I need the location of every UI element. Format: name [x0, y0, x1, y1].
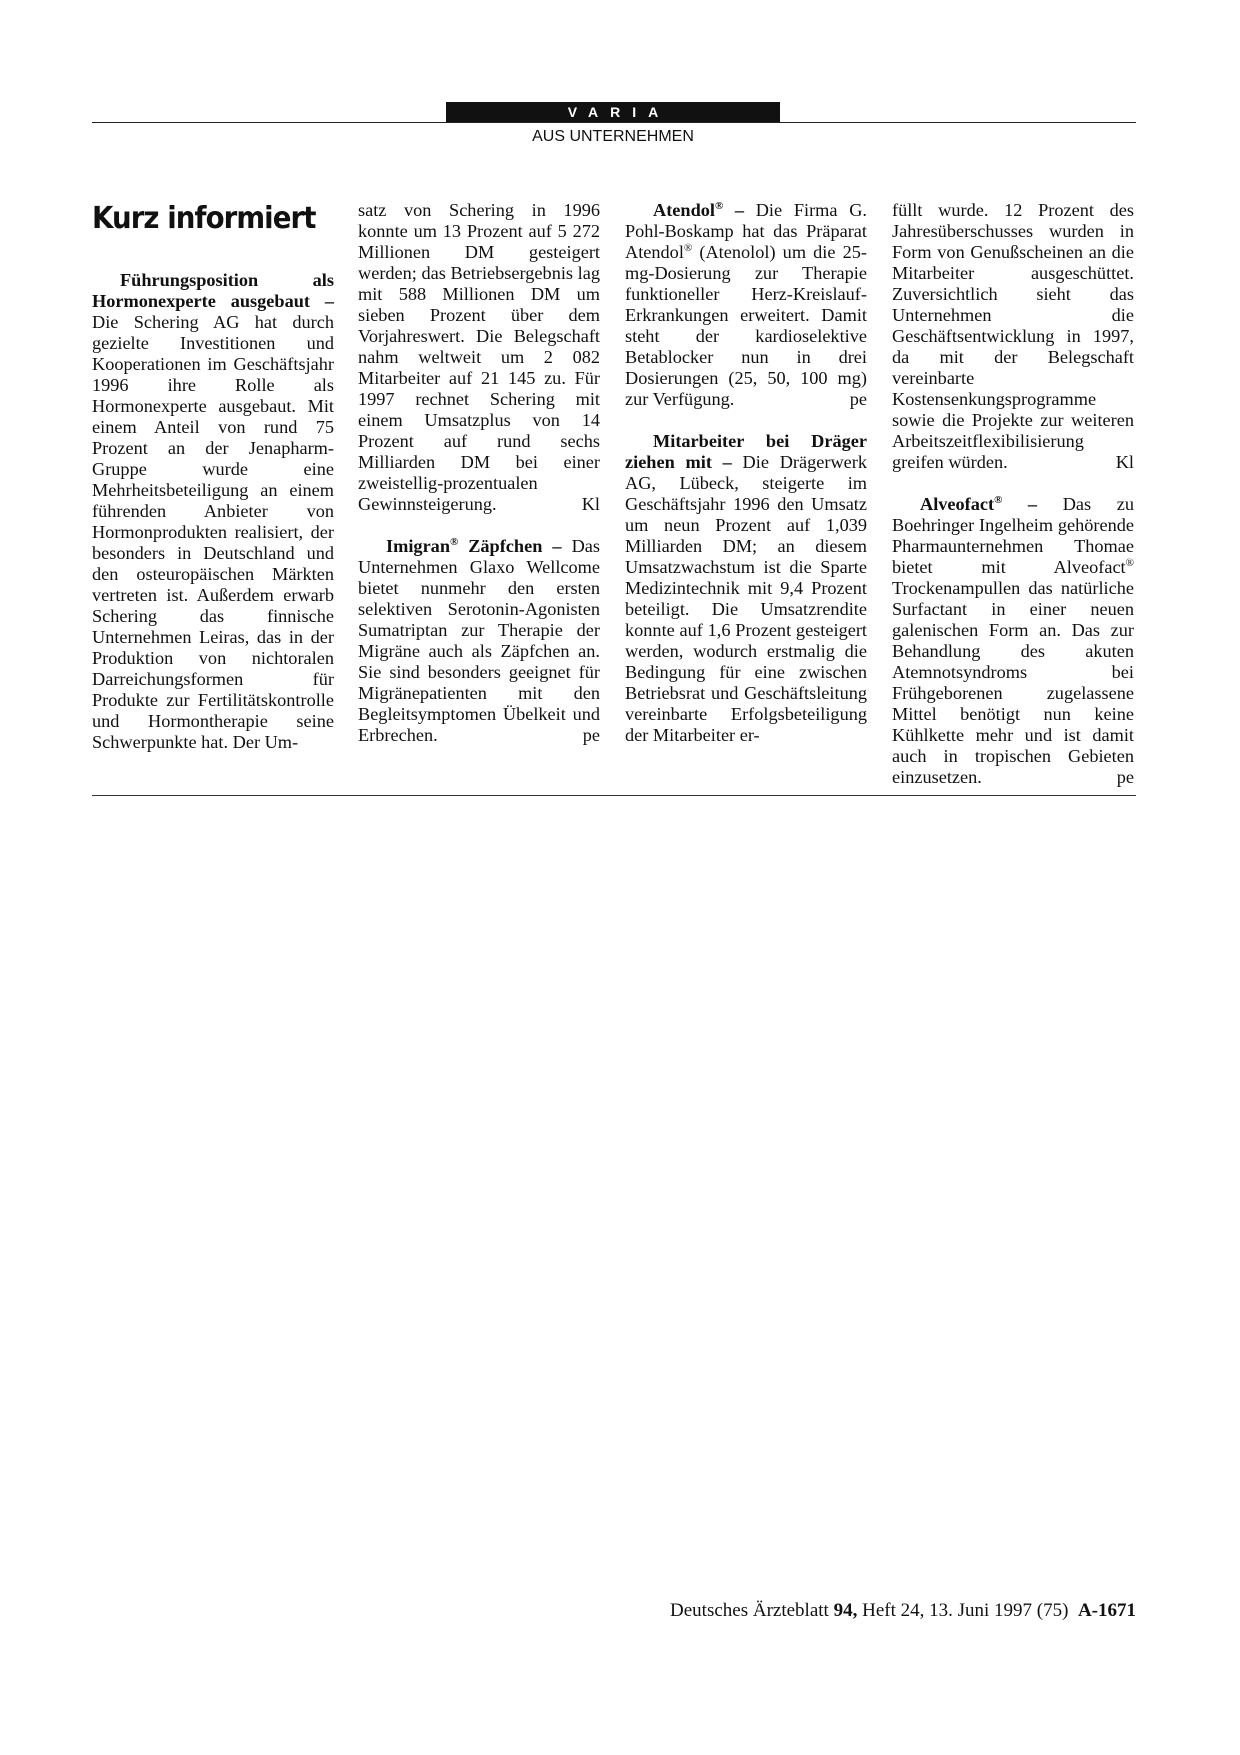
- page-footer: [670, 1600, 1136, 1622]
- article-body: Das Unternehmen Glaxo Wellcome bietet nunmehr den ersten selektiven Serotonin-Agonisten Sumatriptan zur Therapie der Migräne auch als Zäpfchen an. Sie sind besonders geeignet für Migränepatienten mit den Begleitsymptomen Übelkeit und Erbrechen.: [358, 536, 601, 745]
- column-3: [625, 200, 867, 746]
- journal-name: Deutsches Ärzteblatt: [670, 1600, 829, 1621]
- article-body-continued: füllt wurde. 12 Prozent des Jahresüberschusses wurden in Form von Genußscheinen an die Mitarbeiter ausgeschüttet. Zuversichtlich sieht das Unternehmen die Geschäftsentwicklung in 1997, da mit der Belegschaft vereinbarte Kostensenkungsprogramme sowie die Projekte zur weiteren Arbeitszeitflexibilisierung greifen würden.: [892, 200, 1134, 472]
- article-lead: Führungsposition als Hormonexperte ausgebaut –: [92, 270, 334, 311]
- page-number: A-1671: [1077, 1600, 1136, 1621]
- article-body: Die Firma G. Pohl-Boskamp hat das Präparat Atendol® (Atenolol) um die 25-mg-Dosierung zur Therapie funktioneller Herz-Kreislauf-Erkrankungen erweitert. Damit steht der kardioselektive Betablocker nun in drei Dosierungen (25, 50, 100 mg) zur Verfügung.: [625, 200, 867, 409]
- column-2: [358, 200, 600, 746]
- content-bottom-divider: [92, 795, 1136, 796]
- article-body: Die Schering AG hat durch gezielte Investitionen und Kooperationen im Geschäftsjahr 1996 ihre Rolle als Hormonexperte ausgebaut. Mit einem Anteil von rund 75 Prozent an der Jenapharm-Gruppe wurde eine Mehrheitsbeteiligung an einem führenden Anbieter von Hormonprodukten realisiert, der besonders in Deutschland und den osteuropäischen Märkten vertreten ist. Außerdem erwarb Schering das finnische Unternehmen Leiras, das in der Produktion von nichtoralen Darreichungsformen für Produkte zur Fertilitätskontrolle und Hormontherapie seine Schwerpunkte hat. Der Um-: [92, 312, 334, 752]
- section-banner: [446, 102, 780, 123]
- article-schering-continued: [358, 200, 600, 515]
- column-4: [892, 200, 1134, 788]
- article-schering: [92, 270, 334, 753]
- article-body: Das zu Boehringer Ingelheim gehörende Pharmaunternehmen Thomae bietet mit Alveofact® Trockenampullen das natürliche Surfactant in einer neuen galenischen Form an. Das zur Behandlung des akuten Atemnotsyndroms bei Frühgeborenen zugelassene Mittel benötigt nun keine Kühlkette mehr und ist damit auch in tropischen Gebieten einzusetzen.: [892, 494, 1134, 787]
- author-signature: Kl: [1115, 452, 1134, 472]
- page-title: Kurz informiert: [92, 201, 316, 236]
- article-body: Die Drägerwerk AG, Lübeck, steigerte im Geschäftsjahr 1996 den Umsatz um neun Prozent auf 1,039 Milliarden DM; an diesem Umsatzwachstum ist die Sparte Medizintechnik mit 9,4 Prozent beteiligt. Die Umsatzrendite konnte auf 1,6 Prozent gesteigert werden, wodurch erstmalig die Bedingung für eine zwischen Betriebsrat und Geschäftsleitung vereinbarte Erfolgsbeteiligung der Mitarbeiter er-: [625, 452, 867, 745]
- article-alveofact: [892, 494, 1134, 788]
- author-signature: pe: [582, 725, 600, 745]
- author-signature: Kl: [581, 494, 600, 514]
- article-draeger: [625, 431, 867, 746]
- author-signature: pe: [1116, 767, 1134, 787]
- header-divider: [92, 122, 1136, 123]
- author-signature: pe: [849, 389, 867, 409]
- journal-volume: 94,: [833, 1600, 858, 1621]
- article-lead: Alveofact® –: [920, 493, 1038, 514]
- column-1: [92, 200, 334, 753]
- article-lead: Mitarbeiter bei Dräger ziehen mit –: [625, 431, 867, 472]
- article-body-continued: satz von Schering in 1996 konnte um 13 Prozent auf 5 272 Millionen DM gesteigert werden; das Betriebsergebnis lag mit 588 Millionen DM um sieben Prozent über dem Vorjahreswert. Die Belegschaft nahm weltweit um 2 082 Mitarbeiter auf 21 145 zu. Für 1997 rechnet Schering mit einem Umsatzplus von 14 Prozent auf rund sechs Milliarden DM bei einer zweistellig-prozentualen Gewinnsteigerung.: [358, 200, 600, 514]
- article-lead: Atendol® –: [653, 199, 745, 220]
- section-label: VARIA: [567, 104, 671, 120]
- issue-date: Heft 24, 13. Juni 1997 (75): [862, 1600, 1069, 1621]
- article-lead: Imigran® Zäpfchen –: [386, 535, 562, 556]
- article-draeger-continued: [892, 200, 1134, 473]
- subsection-label: AUS UNTERNEHMEN: [532, 128, 694, 145]
- article-atendol: [625, 200, 867, 410]
- article-imigran: [358, 536, 600, 746]
